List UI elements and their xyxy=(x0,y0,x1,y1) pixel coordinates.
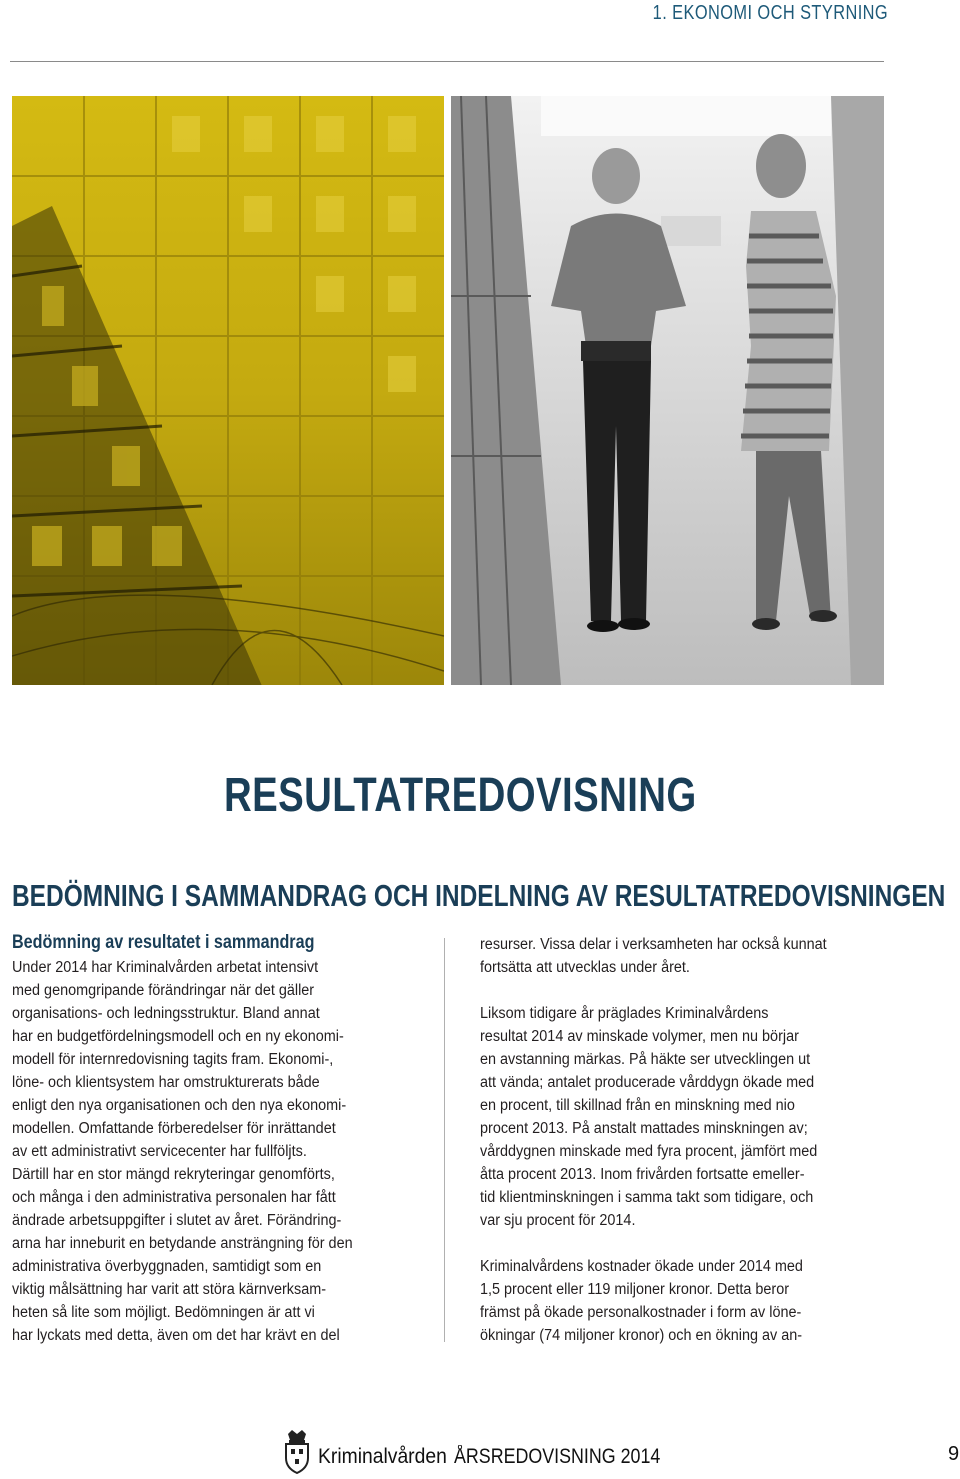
right-column xyxy=(480,933,890,1347)
section-title: 1. EKONOMI OCH STYRNING xyxy=(652,2,888,24)
brand-name: Kriminalvården xyxy=(318,1445,447,1468)
text-line: att vända; antalet producerade vårddygn ökade med xyxy=(480,1074,815,1091)
text-line: ändrade arbetsuppgifter i slutet av året. Förändring- xyxy=(12,1212,342,1229)
paragraph xyxy=(480,1002,890,1232)
text-line: arna har inneburit en betydande ansträngning för den xyxy=(12,1235,353,1252)
text-line: heten så lite som möjligt. Bedömningen är att vi xyxy=(12,1304,315,1321)
text-line: modellen. Omfattande förberedelser för inrättandet xyxy=(12,1120,336,1137)
text-line: var sju procent för 2014. xyxy=(480,1212,636,1229)
text-line: viktig målsättning har varit att störa kärnverksam- xyxy=(12,1281,327,1298)
text-line: Under 2014 har Kriminalvården arbetat intensivt xyxy=(12,959,319,976)
building-photo xyxy=(12,96,444,685)
report-name: ÅRSREDOVISNING 2014 xyxy=(454,1445,661,1468)
column-heading: Bedömning av resultatet i sammandrag xyxy=(12,932,315,953)
text-line: ökningar (74 miljoner kronor) och en ökning av an- xyxy=(480,1327,803,1344)
text-line: Därtill har en stor mängd rekryteringar genomförts, xyxy=(12,1166,335,1183)
text-line: och många i den administrativa personalen har fått xyxy=(12,1189,336,1206)
text-line: en procent, till skillnad från en minskning med nio xyxy=(480,1097,795,1114)
paragraph xyxy=(480,933,890,979)
text-line: av ett administrativt servicecenter har fullföljts. xyxy=(12,1143,307,1160)
text-line: vårddygnen minskade med fyra procent, jämfört med xyxy=(480,1143,818,1160)
crest-icon xyxy=(282,1428,312,1479)
text-line: administrativa överbyggnaden, samtidigt som en xyxy=(12,1258,322,1275)
text-line: med genomgripande förändringar när det gäller xyxy=(12,982,315,999)
text-line: resultat 2014 av minskade volymer, men nu börjar xyxy=(480,1028,799,1045)
section-heading: BEDÖMNING I SAMMANDRAG OCH INDELNING AV RESULTATREDOVISNINGEN xyxy=(12,878,946,913)
paragraph xyxy=(480,1255,890,1347)
header-divider xyxy=(10,61,884,62)
text-line: organisations- och ledningsstruktur. Bland annat xyxy=(12,1005,320,1022)
text-line: tid klientminskningen i samma takt som tidigare, och xyxy=(480,1189,814,1206)
text-line: resurser. Vissa delar i verksamheten har också kunnat xyxy=(480,936,827,953)
footer xyxy=(282,1428,682,1478)
corridor-photo xyxy=(451,96,884,685)
text-line: fortsätta att utvecklas under året. xyxy=(480,959,690,976)
text-line: en avstanning märkas. På häkte ser utvecklingen ut xyxy=(480,1051,811,1068)
text-line: har lyckats med detta, även om det har krävt en del xyxy=(12,1327,340,1344)
text-line: löne- och klientsystem har omstrukturerats både xyxy=(12,1074,320,1091)
text-line: modell för internredovisning tagits fram. Ekonomi-, xyxy=(12,1051,334,1068)
text-line: Liksom tidigare år präglades Kriminalvårdens xyxy=(480,1005,769,1022)
page-number: 9 xyxy=(948,1443,960,1465)
text-line: procent 2013. På anstalt mattades minskningen av; xyxy=(480,1120,808,1137)
text-line: främst på ökade personalkostnader i form av löne- xyxy=(480,1304,802,1321)
text-line: enligt den nya organisationen och den nya ekonomi- xyxy=(12,1097,347,1114)
text-line: åtta procent 2013. Inom frivården fortsatte emeller- xyxy=(480,1166,805,1183)
left-column xyxy=(12,930,422,1347)
column-divider xyxy=(444,938,445,1342)
text-line: 1,5 procent eller 119 miljoner kronor. Detta beror xyxy=(480,1281,790,1298)
text-line: Kriminalvårdens kostnader ökade under 2014 med xyxy=(480,1258,803,1275)
main-heading: RESULTATREDOVISNING xyxy=(224,769,697,822)
text-line: har en budgetfördelningsmodell och en ny ekonomi- xyxy=(12,1028,344,1045)
